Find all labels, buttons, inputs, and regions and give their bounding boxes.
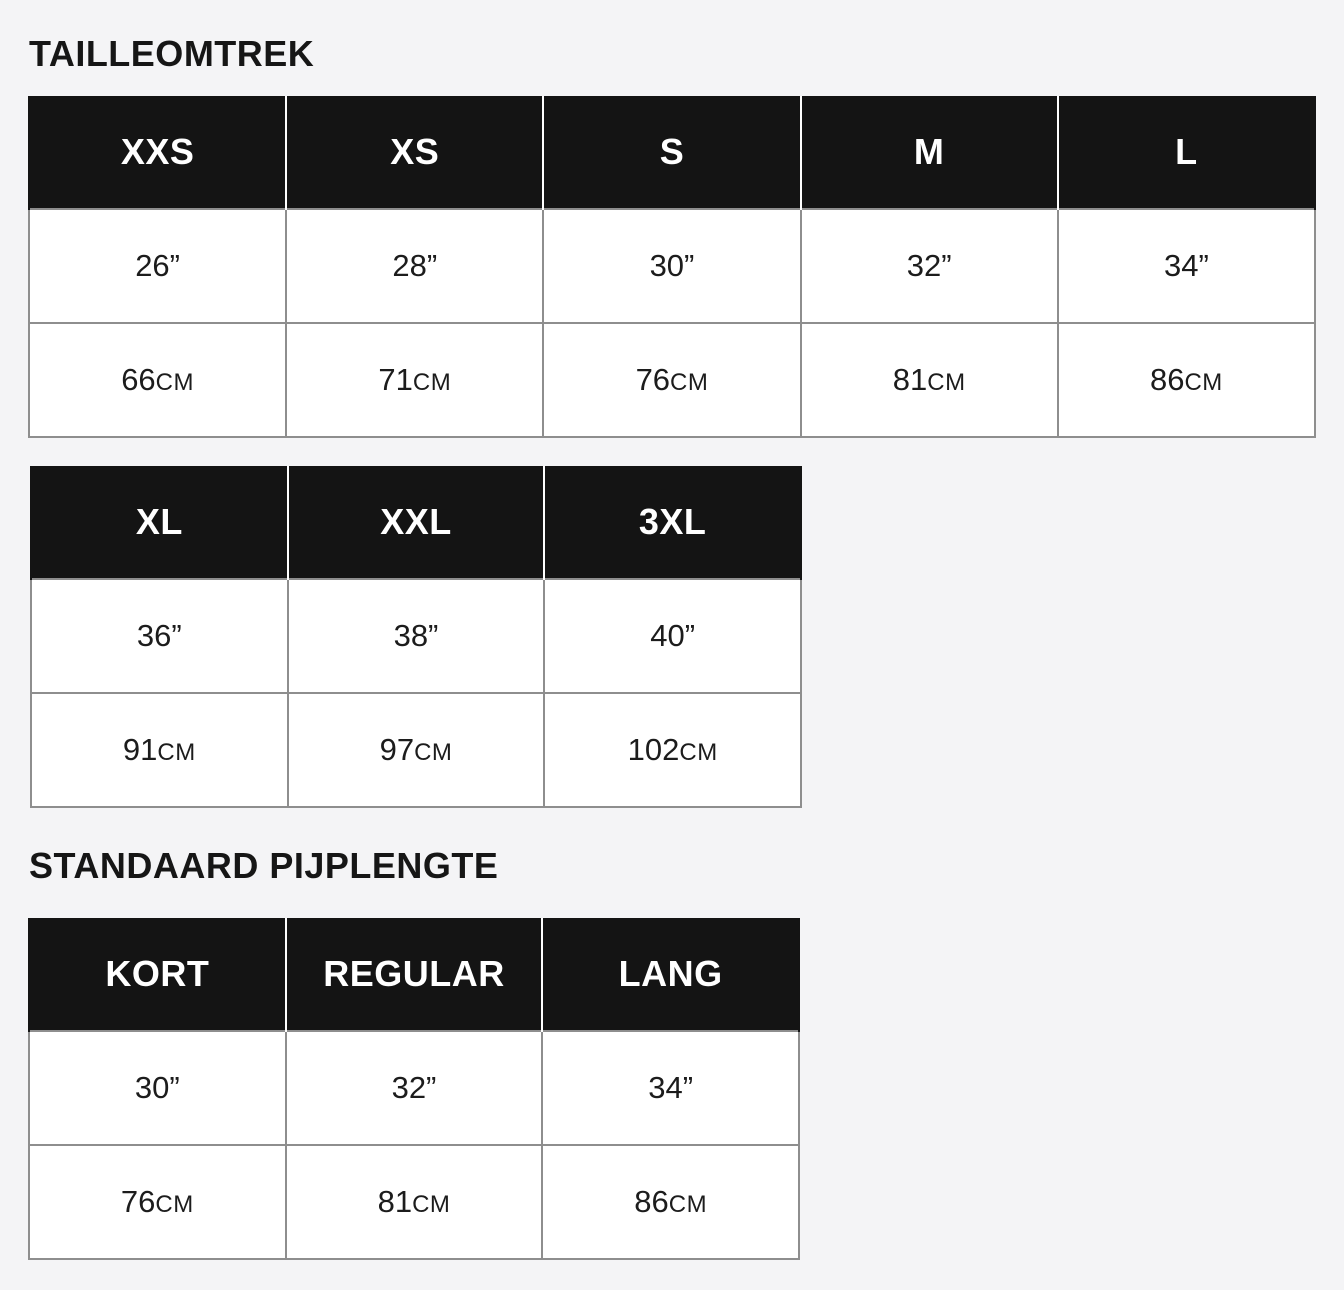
inches-cell: 30”	[543, 209, 800, 323]
inches-cell: 36”	[31, 579, 288, 693]
size-header: L	[1058, 96, 1315, 209]
size-header: XS	[286, 96, 543, 209]
waist-size-table-2	[30, 466, 802, 808]
cm-unit: CM	[1184, 369, 1223, 396]
cm-value: 86	[1149, 362, 1185, 397]
inches-row	[29, 209, 1315, 323]
inches-cell: 34”	[542, 1031, 799, 1145]
waist-size-table-1	[28, 96, 1316, 438]
size-header: M	[801, 96, 1058, 209]
leg-length-table	[28, 918, 800, 1260]
cm-cell	[801, 323, 1058, 437]
size-header-row	[31, 466, 801, 579]
cm-cell	[542, 1145, 799, 1259]
cm-cell	[31, 693, 288, 807]
cm-unit: CM	[414, 739, 453, 766]
cm-cell	[1058, 323, 1315, 437]
length-header: REGULAR	[286, 918, 543, 1031]
cm-row	[31, 693, 801, 807]
length-header: KORT	[29, 918, 286, 1031]
cm-unit: CM	[155, 369, 194, 396]
leg-length-section-title: STANDAARD PIJPLENGTE	[29, 845, 499, 886]
cm-unit: CM	[157, 739, 196, 766]
cm-unit: CM	[668, 1191, 708, 1218]
cm-value: 66	[121, 362, 156, 397]
cm-value: 76	[120, 1184, 156, 1219]
cm-cell	[543, 323, 800, 437]
cm-unit: CM	[412, 1191, 451, 1218]
size-header: XXS	[29, 96, 286, 209]
cm-value: 81	[377, 1184, 413, 1219]
cm-unit: CM	[670, 369, 709, 396]
cm-value: 76	[635, 362, 671, 397]
inches-cell: 32”	[801, 209, 1058, 323]
size-header: 3XL	[544, 466, 801, 579]
cm-row	[29, 1145, 799, 1259]
inches-cell: 26”	[29, 209, 286, 323]
cm-row	[29, 323, 1315, 437]
cm-unit: CM	[679, 739, 718, 766]
length-header: LANG	[542, 918, 799, 1031]
inches-cell: 32”	[286, 1031, 543, 1145]
inches-cell: 30”	[29, 1031, 286, 1145]
cm-value: 86	[634, 1184, 669, 1219]
cm-value: 97	[379, 732, 415, 767]
inches-cell: 34”	[1058, 209, 1315, 323]
cm-cell	[286, 1145, 543, 1259]
size-header-row	[29, 96, 1315, 209]
length-header-row	[29, 918, 799, 1031]
cm-value: 102	[627, 732, 680, 767]
cm-cell	[288, 693, 545, 807]
cm-cell	[544, 693, 801, 807]
cm-cell	[29, 1145, 286, 1259]
cm-value: 81	[892, 362, 928, 397]
inches-cell: 28”	[286, 209, 543, 323]
cm-value: 71	[378, 362, 413, 397]
waist-section-title: TAILLEOMTREK	[29, 33, 315, 74]
inches-cell: 40”	[544, 579, 801, 693]
inches-row	[31, 579, 801, 693]
cm-unit: CM	[412, 369, 452, 396]
cm-unit: CM	[155, 1191, 194, 1218]
size-header: S	[543, 96, 800, 209]
inches-cell: 38”	[288, 579, 545, 693]
cm-value: 91	[122, 732, 158, 767]
cm-unit: CM	[927, 369, 966, 396]
size-header: XXL	[288, 466, 545, 579]
inches-row	[29, 1031, 799, 1145]
cm-cell	[29, 323, 286, 437]
cm-cell	[286, 323, 543, 437]
size-header: XL	[31, 466, 288, 579]
